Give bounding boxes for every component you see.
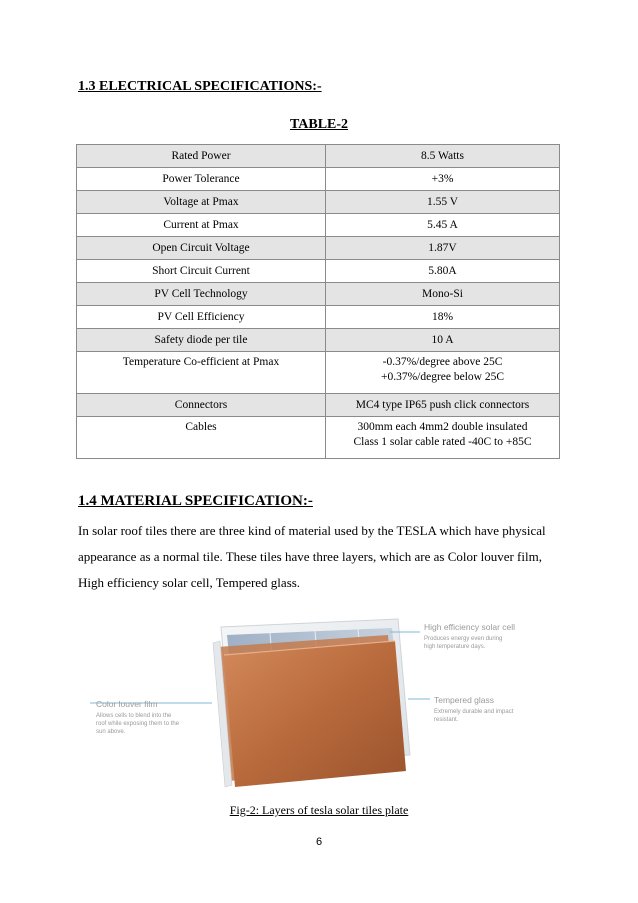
table-row [77,283,560,306]
table-row [77,417,560,459]
table-row [77,237,560,260]
material-paragraph [78,518,578,596]
table-row [77,145,560,168]
parameter-cell: PV Cell Efficiency [77,306,326,329]
parameter-cell: Cables [77,417,326,459]
solar-cell-desc: Produces energy even during [424,636,503,642]
value-line: Mono-Si [422,288,463,300]
parameter-cell: Rated Power [77,145,326,168]
value-line: 18% [431,311,454,323]
parameter-cell: PV Cell Technology [77,283,326,306]
tempered-glass-desc: resistant. [434,717,459,723]
value-cell [326,237,560,260]
solar-cell-desc: high temperature days. [424,644,486,650]
value-cell [326,191,560,214]
value-line: +3% [431,173,454,185]
value-line: 1.87V [428,242,457,254]
color-louver-film-front [224,641,406,787]
section-heading-material: 1.4 MATERIAL SPECIFICATION:- [78,493,313,509]
section-heading-electrical: 1.3 ELECTRICAL SPECIFICATIONS:- [78,79,322,94]
value-cell [326,283,560,306]
parameter-cell: Open Circuit Voltage [77,237,326,260]
value-cell [326,260,560,283]
louver-film-desc: sun above. [96,729,126,735]
tempered-glass-desc: Extremely durable and impact [434,709,514,715]
parameter-cell: Safety diode per tile [77,329,326,352]
parameter-cell: Current at Pmax [77,214,326,237]
value-line: 10 A [431,334,454,346]
solar-tile-layers-figure [90,615,570,800]
paragraph-line: In solar roof tiles there are three kind of material used by the TESLA which have physical [78,523,546,538]
value-line: MC4 type IP65 push click connectors [355,399,530,411]
parameter-cell: Short Circuit Current [77,260,326,283]
parameter-cell: Temperature Co-efficient at Pmax [77,352,326,394]
paragraph-line: appearance as a normal tile. These tiles have three layers, which are as Color louver film, [78,549,542,564]
parameter-cell: Connectors [77,394,326,417]
value-cell [326,214,560,237]
value-cell [326,417,560,459]
louver-film-desc: Allows cells to blend into the [96,713,172,719]
table-row [77,306,560,329]
value-line: -0.37%/degree above 25C [382,356,503,368]
louver-film-label: Color louver film [96,699,158,709]
value-line: 8.5 Watts [421,150,464,162]
value-line: 300mm each 4mm2 double insulated [357,421,528,433]
value-line: 1.55 V [426,196,459,208]
table-row [77,394,560,417]
value-line: Class 1 solar cable rated -40C to +85C [353,436,532,448]
paragraph-line: High efficiency solar cell, Tempered glass. [78,575,301,590]
figure-caption: Fig-2: Layers of tesla solar tiles plate [229,803,409,817]
value-cell [326,352,560,394]
value-line: 5.45 A [427,219,458,231]
value-cell [326,145,560,168]
value-cell [326,306,560,329]
parameter-cell: Voltage at Pmax [77,191,326,214]
value-cell [326,329,560,352]
table-row [77,329,560,352]
value-line: 5.80A [428,265,457,277]
table-row [77,214,560,237]
table-row [77,260,560,283]
value-cell [326,168,560,191]
louver-film-desc: roof while exposing them to the [96,721,180,727]
page-number: 6 [315,836,323,848]
table-caption: TABLE-2 [289,117,349,132]
value-line: +0.37%/degree below 25C [380,371,505,383]
table-row [77,168,560,191]
solar-cell-label: High efficiency solar cell [424,622,516,632]
table-row [77,352,560,394]
value-cell [326,394,560,417]
parameter-cell: Power Tolerance [77,168,326,191]
table-row [77,191,560,214]
electrical-spec-table [76,144,560,459]
tempered-glass-label: Tempered glass [434,695,495,705]
